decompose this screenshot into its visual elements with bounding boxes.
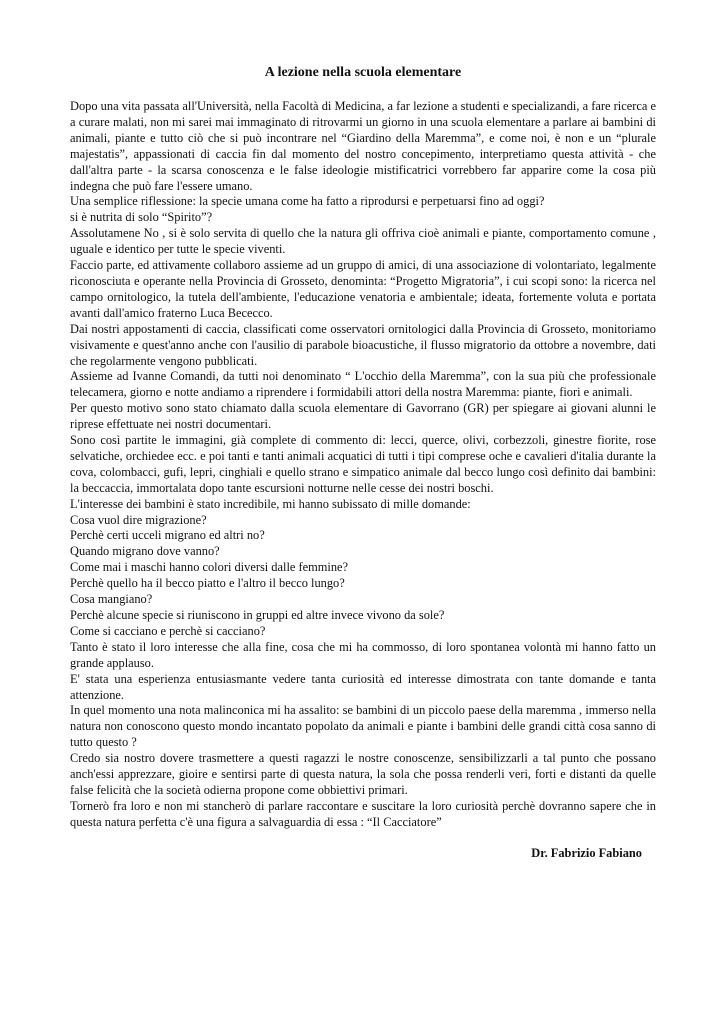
body-paragraph: Assieme ad Ivanne Comandi, da tutti noi denominato “ L'occhio della Maremma”, con la sua più che professionale telecamera, giorno e notte andiamo a riprendere i formidabili attori della nostra Maremma: piante, fiori e animali. [70, 369, 656, 400]
body-paragraph: Credo sia nostro dovere trasmettere a questi ragazzi le nostre conoscenze, sensibilizzarli a tal punto che possano anch'essi apprezzare, gioire e sentirsi parte di questa natura, la sola che possa renderli veri, forti e distanti da quelle false felicità che la società odierna propone come obbiettivi primari. [70, 751, 656, 797]
body-paragraph: In quel momento una nota malinconica mi ha assalito: se bambini di un piccolo paese della maremma , immerso nella natura non conoscono questo mondo incantato popolato da animali e piante i bambini delle grandi città cosa sanno di tutto questo ? [70, 703, 656, 750]
body-paragraph: si è nutrita di solo “Spirito”? [70, 210, 213, 225]
body-paragraph: Tanto è stato il loro interesse che alla fine, cosa che mi ha commosso, di loro spontanea volontà mi hanno fatto un grande applauso. [70, 639, 656, 670]
body-paragraph: E' stata una esperienza entusiasmante vedere tanta curiosità ed interesse dimostrata con tante domande e tanta attenzione. [70, 671, 656, 702]
body-paragraph: Tornerò fra loro e non mi stancherò di parlare raccontare e suscitare la loro curiosità perchè dovranno sapere che in questa natura perfetta c'è una figura a salvaguardia di essa : “Il Cacciatore” [70, 798, 656, 829]
body-paragraph: Cosa mangiano? [70, 592, 153, 607]
body-paragraph: Perchè alcune specie si riuniscono in gruppi ed altre invece vivono da sole? [70, 608, 445, 622]
body-paragraph: Dai nostri appostamenti di caccia, classificati come osservatori ornitologici dalla Provincia di Grosseto, monitoriamo visivamente e quest'anno anche con l'ausilio di parabole bioacustiche, il flusso migratorio da ottobre a novembre, dati che regolarmente vengono pubblicati. [70, 321, 656, 368]
document-title: A lezione nella scuola elementare [264, 65, 462, 80]
body-paragraph: Come mai i maschi hanno colori diversi dalle femmine? [70, 560, 349, 575]
body-paragraph: L'interesse dei bambini è stato incredibile, mi hanno subissato di mille domande: [70, 496, 471, 511]
body-paragraph: Faccio parte, ed attivamente collaboro assieme ad un gruppo di amici, di una associazione di volontariato, legalmente riconosciuta e operante nella Provincia di Grosseto, denominta: “Progetto Migratoria”, i cui scopi sono: la ricerca nel campo ornitologico, la tutela dell'ambiente, l'educazione venatoria e ambientale; ideata, fortemente voluta e portata avanti dall'amico fraterno Luca Bececco. [70, 258, 656, 320]
body-paragraph: Perchè certi ucceli migrano ed altri no? [70, 528, 265, 543]
body-paragraph: Sono così partite le immagini, già complete di commento di: lecci, querce, olivi, corbezzoli, ginestre fiorite, rose selvatiche, orchiedee ecc. e poi tanti e tanti animali acquatici di tutti i tipi comprese oche e cavalieri d'italia durante la cova, colombacci, gufi, lepri, cinghiali e quello strano e simpatico animale dal becco lungo così definito dai bambini: la beccaccia, immortalata dopo tante escursioni notturne nelle cesse dei nostri boschi. [70, 433, 656, 495]
author-signature: Dr. Fabrizio Fabiano [531, 845, 642, 860]
body-paragraph: Per questo motivo sono stato chiamato dalla scuola elementare di Gavorrano (GR) per spiegare ai giovani alunni le riprese effettuate nei nostri documentari. [70, 401, 656, 432]
body-paragraph: Dopo una vita passata all'Università, nella Facoltà di Medicina, a far lezione a studenti e specializandi, a fare ricerca e a curare malati, non mi sarei mai immaginato di ritrovarmi un giorno in una scuola elementare a parlare ai bambini di animali, piante e tutto ciò che si può incontrare nel “Giardino della Maremma”, e come noi, è non e un “plurale majestatis”, appassionati di caccia fin dal momento del nostro concepimento, interpretiamo questa attività - che dall'altra parte - la scarsa conoscenza e le false ideologie mistificatrici vorrebbero far apparire come la cosa più indegna che può fare l'essere umano. [70, 99, 656, 193]
body-paragraph: Quando migrano dove vanno? [70, 544, 220, 559]
document-body [70, 99, 656, 831]
body-paragraph: Perchè quello ha il becco piatto e l'altro il becco lungo? [70, 576, 345, 591]
body-paragraph: Una semplice riflessione: la specie umana come ha fatto a riprodursi e perpetuarsi fino ad oggi? [70, 194, 545, 209]
body-paragraph: Assolutamene No , si è solo servita di quello che la natura gli offriva cioè animali e piante, comportamento comune , uguale e identico per tutte le specie viventi. [70, 226, 656, 257]
body-paragraph: Cosa vuol dire migrazione? [70, 512, 207, 527]
body-paragraph: Come si cacciano e perchè si cacciano? [70, 623, 266, 638]
